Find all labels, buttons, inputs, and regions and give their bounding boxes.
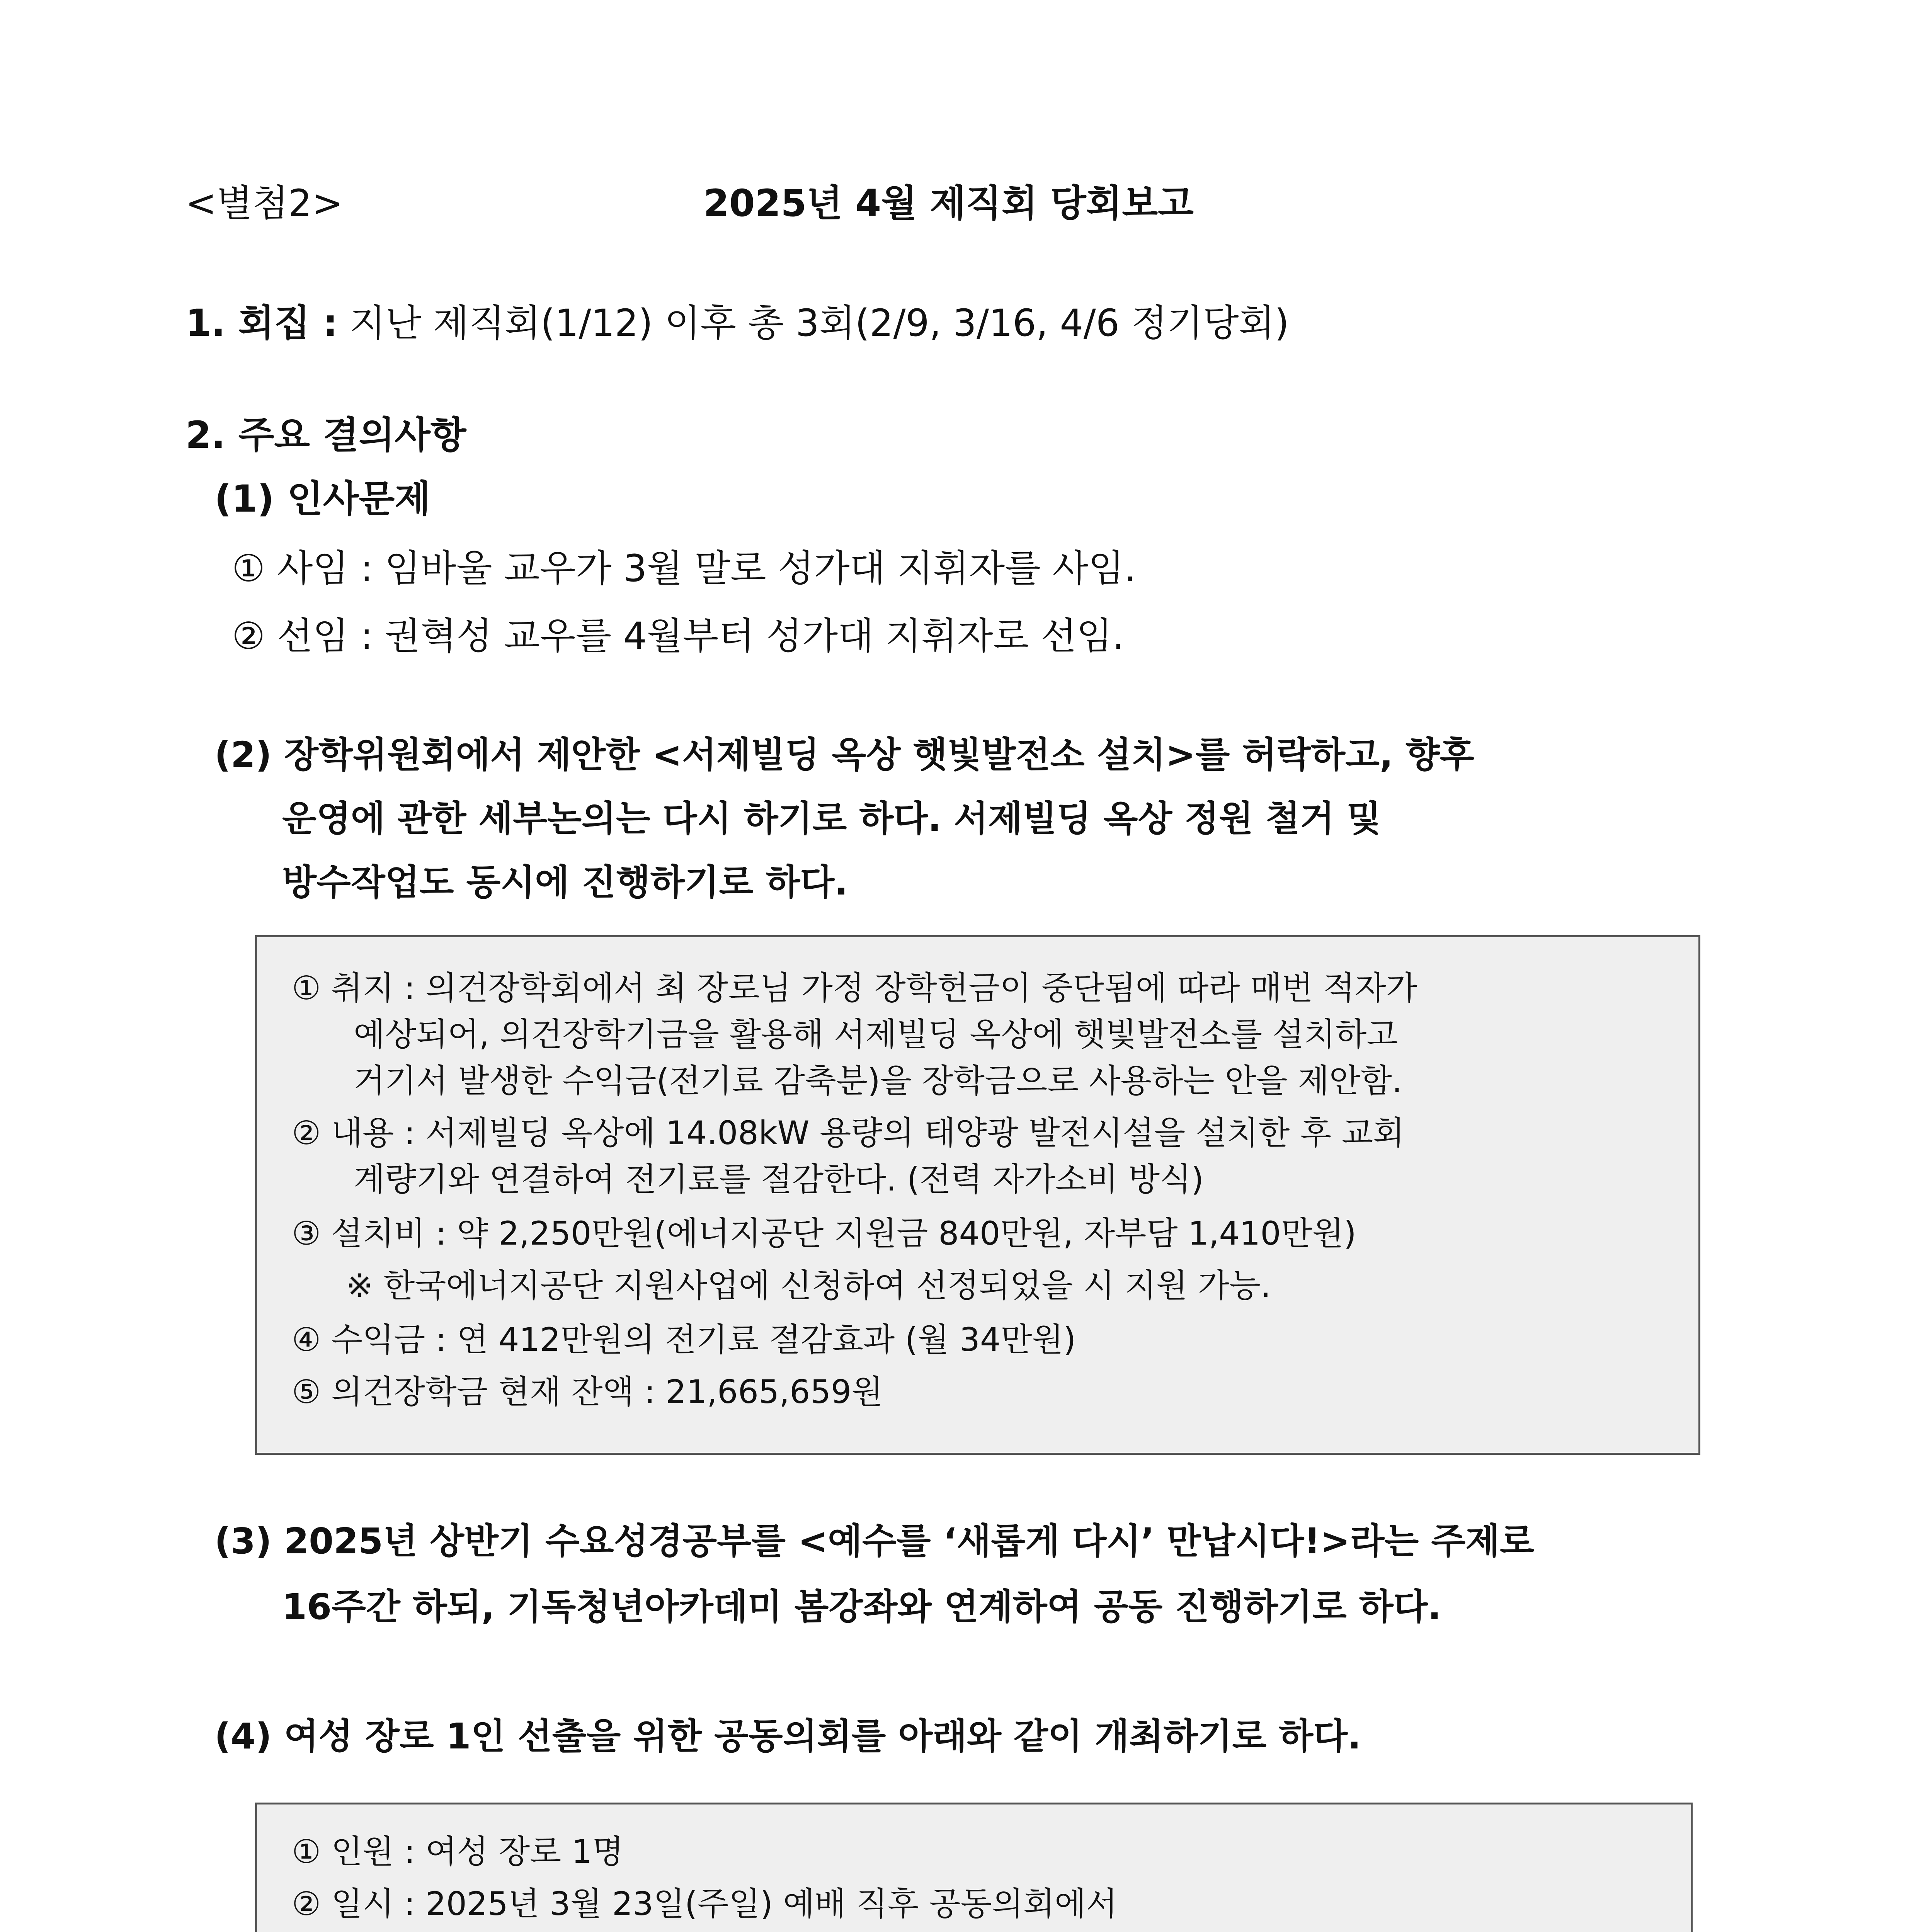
box2-line: ② 일시 : 2025년 3월 23일(주일) 예배 직후 공동의회에서 — [292, 1885, 1118, 1923]
page-title: 2025년 4월 제직회 당회보고 — [703, 182, 1194, 225]
sub2-line-2: 운영에 관한 세부논의는 다시 하기로 하다. 서제빌딩 옥상 정원 철거 및 — [282, 798, 1381, 839]
sub3-line-2: 16주간 하되, 기독청년아카데미 봄강좌와 연계하여 공동 진행하기로 하다. — [282, 1586, 1441, 1628]
box1-line: ※ 한국에너지공단 지원사업에 신청하여 선정되었을 시 지원 가능. — [346, 1267, 1271, 1304]
box1-line: ⑤ 의건장학금 현재 잔액 : 21,665,659원 — [292, 1373, 883, 1411]
section-1-text: 지난 제직회(1/12) 이후 총 3회(2/9, 3/16, 4/6 정기당회) — [349, 301, 1289, 345]
election-plan-box — [255, 1803, 1693, 1932]
sub1-item-2: ② 선임 : 권혁성 교우를 4월부터 성가대 지휘자로 선임. — [232, 614, 1124, 658]
box1-line: ④ 수익금 : 연 412만원의 전기료 절감효과 (월 34만원) — [292, 1321, 1076, 1359]
section-2-heading: 2. 주요 결의사항 — [185, 413, 466, 457]
box1-line: 거기서 발생한 수익금(전기료 감축분)을 장학금으로 사용하는 안을 제안함. — [354, 1062, 1402, 1100]
sub2-line-3: 방수작업도 동시에 진행하기로 하다. — [282, 862, 848, 903]
sub1-heading: (1) 인사문제 — [214, 477, 431, 520]
box1-line: 예상되어, 의건장학기금을 활용해 서제빌딩 옥상에 햇빛발전소를 설치하고 — [354, 1015, 1398, 1053]
attachment-label: <별첨2> — [185, 182, 343, 225]
box2-line: ① 인원 : 여성 장로 1명 — [292, 1833, 624, 1871]
solar-proposal-box — [255, 935, 1700, 1455]
sub3-line-1: (3) 2025년 상반기 수요성경공부를 <예수를 ‘새롭게 다시’ 만납시다!>라는 주제로 — [214, 1520, 1534, 1562]
sub2-line-1: (2) 장학위원회에서 제안한 <서제빌딩 옥상 햇빛발전소 설치>를 허락하고, 향후 — [214, 734, 1474, 776]
sub4-heading: (4) 여성 장로 1인 선출을 위한 공동의회를 아래와 같이 개최하기로 하다. — [214, 1716, 1361, 1757]
box1-line: 계량기와 연결하여 전기료를 절감한다. (전력 자가소비 방식) — [354, 1160, 1204, 1198]
section-1-heading: 1. 회집 : — [185, 301, 338, 345]
box1-line: ② 내용 : 서제빌딩 옥상에 14.08kW 용량의 태양광 발전시설을 설치한 후 교회 — [292, 1114, 1405, 1152]
section-1 — [185, 294, 1289, 347]
box1-line: ③ 설치비 : 약 2,250만원(에너지공단 지원금 840만원, 자부담 1,410만원) — [292, 1214, 1356, 1252]
box1-line: ① 취지 : 의건장학회에서 최 장로님 가정 장학헌금이 중단됨에 따라 매번 적자가 — [292, 969, 1417, 1007]
sub1-item-1: ① 사임 : 임바울 교우가 3월 말로 성가대 지휘자를 사임. — [232, 547, 1136, 590]
